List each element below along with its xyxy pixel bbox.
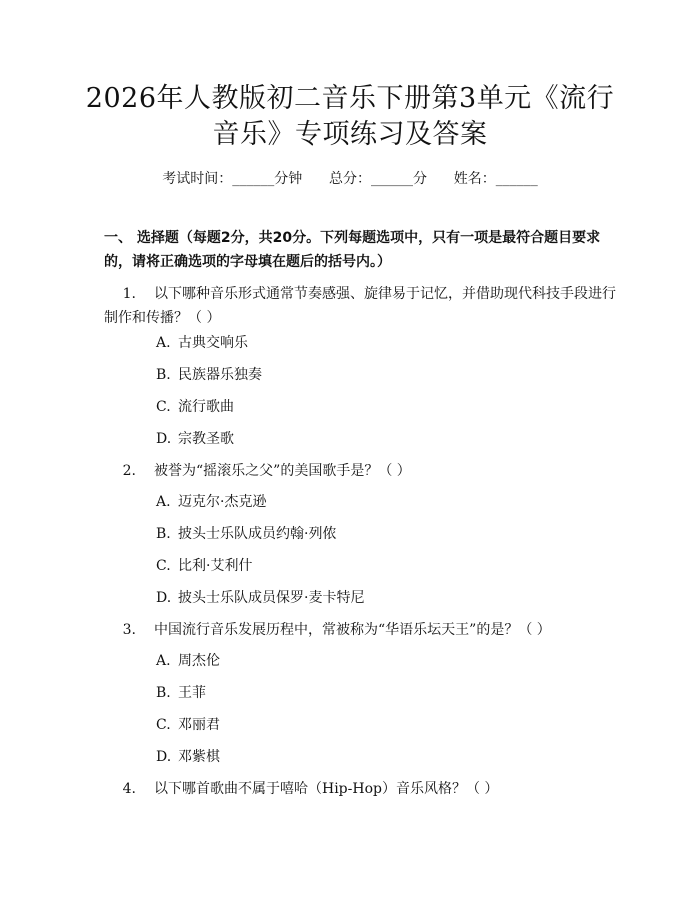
option-text: 宗教圣歌 [178, 431, 234, 447]
time-label: 考试时间： [162, 171, 233, 187]
option-text: 王菲 [178, 685, 206, 701]
q3-option-c [156, 715, 220, 735]
score-unit: 分 [413, 171, 427, 187]
option-text: 民族器乐独奏 [178, 367, 262, 383]
question-stem: 以下哪种音乐形式通常节奏感强、旋律易于记忆，并借助现代科技手段进行制作和传播？（ ） [104, 286, 616, 326]
time-unit: 分钟 [274, 171, 303, 187]
q1-option-d [156, 429, 234, 449]
option-text: 古典交响乐 [178, 335, 248, 351]
option-letter: C. [156, 558, 171, 574]
question-number: 4. [122, 781, 136, 797]
option-text: 比利·艾利什 [178, 558, 253, 574]
option-letter: B. [156, 367, 171, 383]
q2-option-c [156, 556, 252, 576]
option-letter: D. [156, 749, 172, 765]
option-letter: B. [156, 526, 171, 542]
option-text: 邓丽君 [178, 717, 220, 733]
score-blank: ______ [371, 171, 413, 187]
option-letter: C. [156, 399, 171, 415]
q1-option-c [156, 397, 234, 417]
q3-option-d [156, 747, 220, 767]
q2-option-b [156, 524, 336, 544]
option-text: 披头士乐队成员保罗·麦卡特尼 [178, 590, 365, 606]
q1-option-a [156, 333, 248, 353]
option-letter: D. [156, 590, 172, 606]
page-title-line-2: 音乐》专项练习及答案 [212, 119, 488, 150]
option-text: 披头士乐队成员约翰·列侬 [178, 526, 337, 542]
question-number: 1. [122, 286, 136, 302]
time-blank: ______ [232, 171, 275, 187]
option-text: 周杰伦 [178, 653, 220, 669]
question-number: 3. [122, 622, 136, 638]
option-letter: D. [156, 431, 172, 447]
question-stem: 以下哪首歌曲不属于嘻哈（Hip-Hop）音乐风格？（ ） [154, 781, 499, 797]
q2-option-d [156, 588, 364, 608]
question-3 [104, 618, 624, 642]
option-letter: A. [156, 335, 171, 351]
page-title-line-1: 2026年人教版初二音乐下册第3单元《流行 [85, 83, 615, 114]
q1-option-b [156, 365, 262, 385]
q2-option-a [156, 492, 266, 512]
option-letter: A. [156, 653, 171, 669]
q3-option-b [156, 683, 206, 703]
option-text: 流行歌曲 [178, 399, 234, 415]
name-blank: ______ [495, 171, 538, 187]
option-letter: A. [156, 494, 171, 510]
option-text: 迈克尔·杰克逊 [178, 494, 267, 510]
option-letter: B. [156, 685, 171, 701]
question-2 [104, 459, 624, 483]
option-text: 邓紫棋 [178, 749, 220, 765]
option-letter: C. [156, 717, 171, 733]
question-number: 2. [122, 463, 136, 479]
question-stem: 被誉为“摇滚乐之父”的美国歌手是？（ ） [154, 463, 411, 479]
question-stem: 中国流行音乐发展历程中，常被称为“华语乐坛天王”的是？（ ） [154, 622, 551, 638]
section-heading: 一、 选择题（每题2分，共20分。下列每题选项中，只有一项是最符合题目要求的，请将正确选项的字母填在题后的括号内。） [104, 230, 601, 270]
q3-option-a [156, 651, 220, 671]
name-label: 姓名： [453, 171, 496, 187]
question-1 [104, 282, 624, 330]
exam-info-line [0, 168, 700, 188]
score-label: 总分： [329, 171, 371, 187]
question-4 [104, 777, 624, 801]
